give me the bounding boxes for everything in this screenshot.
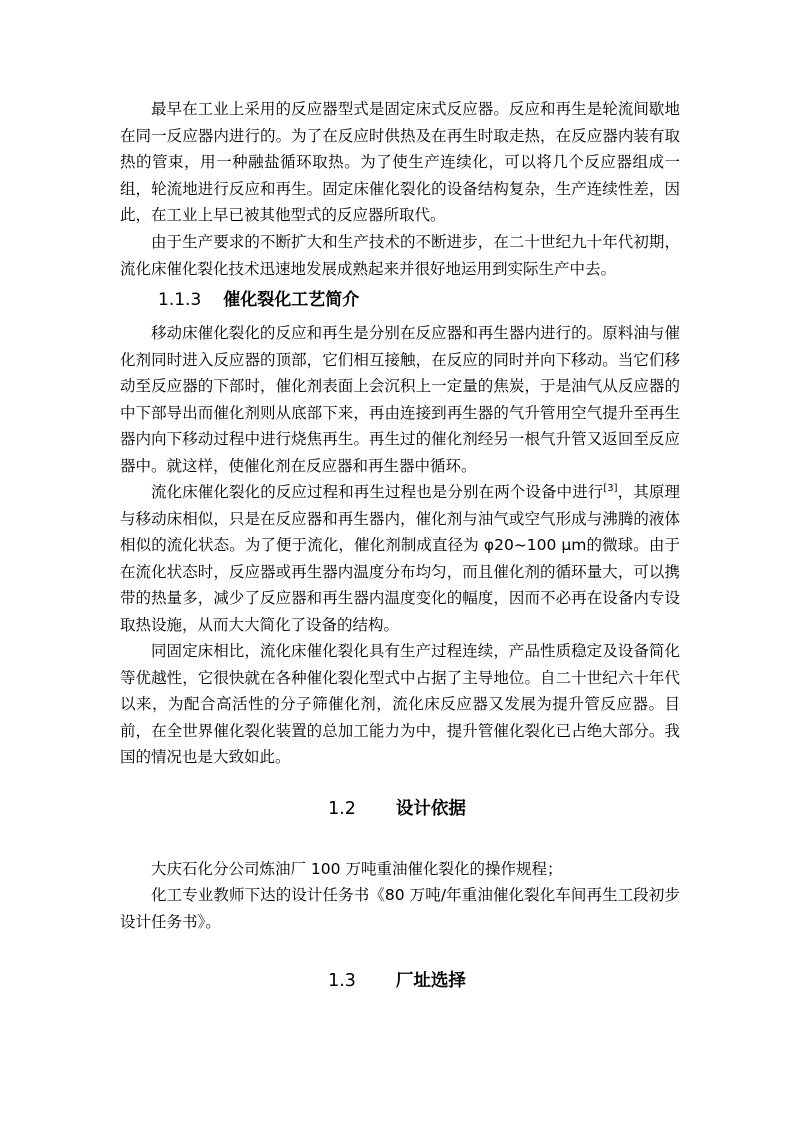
paragraph-text: ，其原理与移动床相似，只是在反应器和再生器内，催化剂与油气或空气形成与沸腾的液体相似的流化状态。为了便于流化，催化剂制成直径为 φ20~100 μm的微球。由于在流化状态时，反应器或再生器内温度分布均匀，而且催化剂的循环量大，可以携带的热量多，减少了反应器和再生器内温度变化的幅度，因而不必再在设备内专设取热设施，从而大大简化了设备的结构。 <box>120 483 680 634</box>
paragraph-fixed-bed: 最早在工业上采用的反应器型式是固定床式反应器。反应和再生是轮流间歇地在同一反应器内进行的。为了在反应时供热及在再生时取走热，在反应器内装有取热的管束，用一种融盐循环取热。为了使生产连续化，可以将几个反应器组成一组，轮流地进行反应和再生。固定床催化裂化的设备结构复杂，生产连续性差，因此，在工业上早已被其他型式的反应器所取代。 <box>120 100 680 224</box>
paragraph-fluidized-bed-process <box>120 479 680 638</box>
section-title: 催化裂化工艺简介 <box>223 290 360 310</box>
paragraph-design-basis-2: 化工专业教师下达的设计任务书《80 万吨/年重油催化裂化车间再生工段初步设计任务书》。 <box>120 886 680 931</box>
section-number: 1.1.3 <box>158 290 202 310</box>
section-heading-1-3 <box>0 968 794 994</box>
section-heading-1-2 <box>0 796 794 822</box>
paragraph-text: 流化床催化裂化的反应过程和再生过程也是分别在两个设备中进行 <box>151 483 604 501</box>
paragraph-fluidized-bed-intro: 由于生产要求的不断扩大和生产技术的不断进步，在二十世纪九十年代初期，流化床催化裂化技术迅速地发展成熟起来并很好地运用到实际生产中去。 <box>120 233 680 278</box>
section-number: 1.3 <box>328 971 356 991</box>
paragraph-design-basis-1: 大庆石化分公司炼油厂 100 万吨重油催化裂化的操作规程； <box>151 860 563 878</box>
section-title: 设计依据 <box>395 799 466 819</box>
section-heading-1-1-3 <box>158 287 359 313</box>
paragraph-comparison: 同固定床相比，流化床催化裂化具有生产过程连续，产品性质稳定及设备简化等优越性，它很快就在各种催化裂化型式中占据了主导地位。自二十世纪六十年代以来，为配合高活性的分子筛催化剂，流化床反应器又发展为提升管反应器。目前，在全世界催化裂化装置的总加工能力为中，提升管催化裂化已占绝大部分。我国的情况也是大致如此。 <box>120 642 680 766</box>
paragraph-moving-bed: 移动床催化裂化的反应和再生是分别在反应器和再生器内进行的。原料油与催化剂同时进入反应器的顶部，它们相互接触，在反应的同时并向下移动。当它们移动至反应器的下部时，催化剂表面上会沉积上一定量的焦炭，于是油气从反应器的中下部导出而催化剂则从底部下来，再由连接到再生器的气升管用空气提升至再生器内向下移动过程中进行烧焦再生。再生过的催化剂经另一根气升管又返回至反应器中。就这样，使催化剂在反应器和再生器中循环。 <box>120 324 680 475</box>
section-title: 厂址选择 <box>395 971 466 991</box>
section-number: 1.2 <box>328 799 356 819</box>
citation-reference: [3] <box>603 483 618 494</box>
